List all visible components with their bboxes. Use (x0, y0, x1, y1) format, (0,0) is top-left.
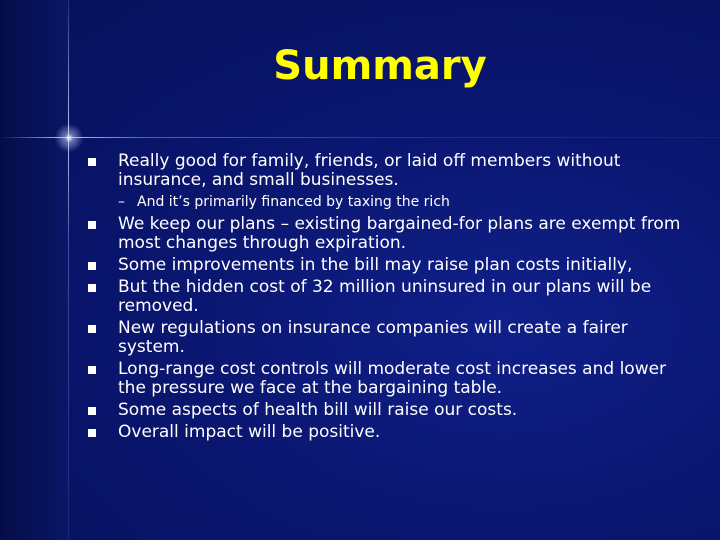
bullet-text: Overall impact will be positive. (118, 422, 381, 442)
bullet-list (88, 152, 688, 445)
square-bullet-icon (88, 221, 96, 229)
bullet-text: Some aspects of health bill will raise our costs. (118, 400, 518, 420)
bullet-text: Really good for family, friends, or laid off members without insurance, and small businesses. (118, 151, 621, 190)
sub-bullet-text: And it’s primarily financed by taxing the rich (137, 194, 450, 210)
bullet-item (88, 319, 688, 357)
bullet-text: Long-range cost controls will moderate cost increases and lower the pressure we face at the bargaining table. (118, 359, 667, 398)
square-bullet-icon (88, 158, 96, 166)
horizontal-accent-line (0, 137, 720, 138)
dash-bullet-icon: – (118, 194, 125, 210)
bullet-item (88, 278, 688, 316)
bullet-item (88, 360, 688, 398)
bullet-item (88, 256, 688, 275)
square-bullet-icon (88, 284, 96, 292)
bullet-item (88, 401, 688, 420)
bullet-text: But the hidden cost of 32 million uninsured in our plans will be removed. (118, 277, 652, 316)
square-bullet-icon (88, 407, 96, 415)
square-bullet-icon (88, 262, 96, 270)
vertical-accent-line (68, 0, 69, 540)
square-bullet-icon (88, 325, 96, 333)
bullet-item (88, 215, 688, 253)
sparkle-icon (52, 121, 86, 155)
square-bullet-icon (88, 366, 96, 374)
left-decorative-band (0, 0, 70, 540)
bullet-text: We keep our plans – existing bargained-for plans are exempt from most changes through expiration. (118, 214, 681, 253)
bullet-text: Some improvements in the bill may raise plan costs initially, (118, 255, 633, 275)
bullet-text: New regulations on insurance companies will create a fairer system. (118, 318, 628, 357)
square-bullet-icon (88, 429, 96, 437)
sub-bullet-item (88, 193, 688, 211)
slide-title: Summary (273, 43, 487, 89)
bullet-item (88, 152, 688, 190)
bullet-item (88, 423, 688, 442)
